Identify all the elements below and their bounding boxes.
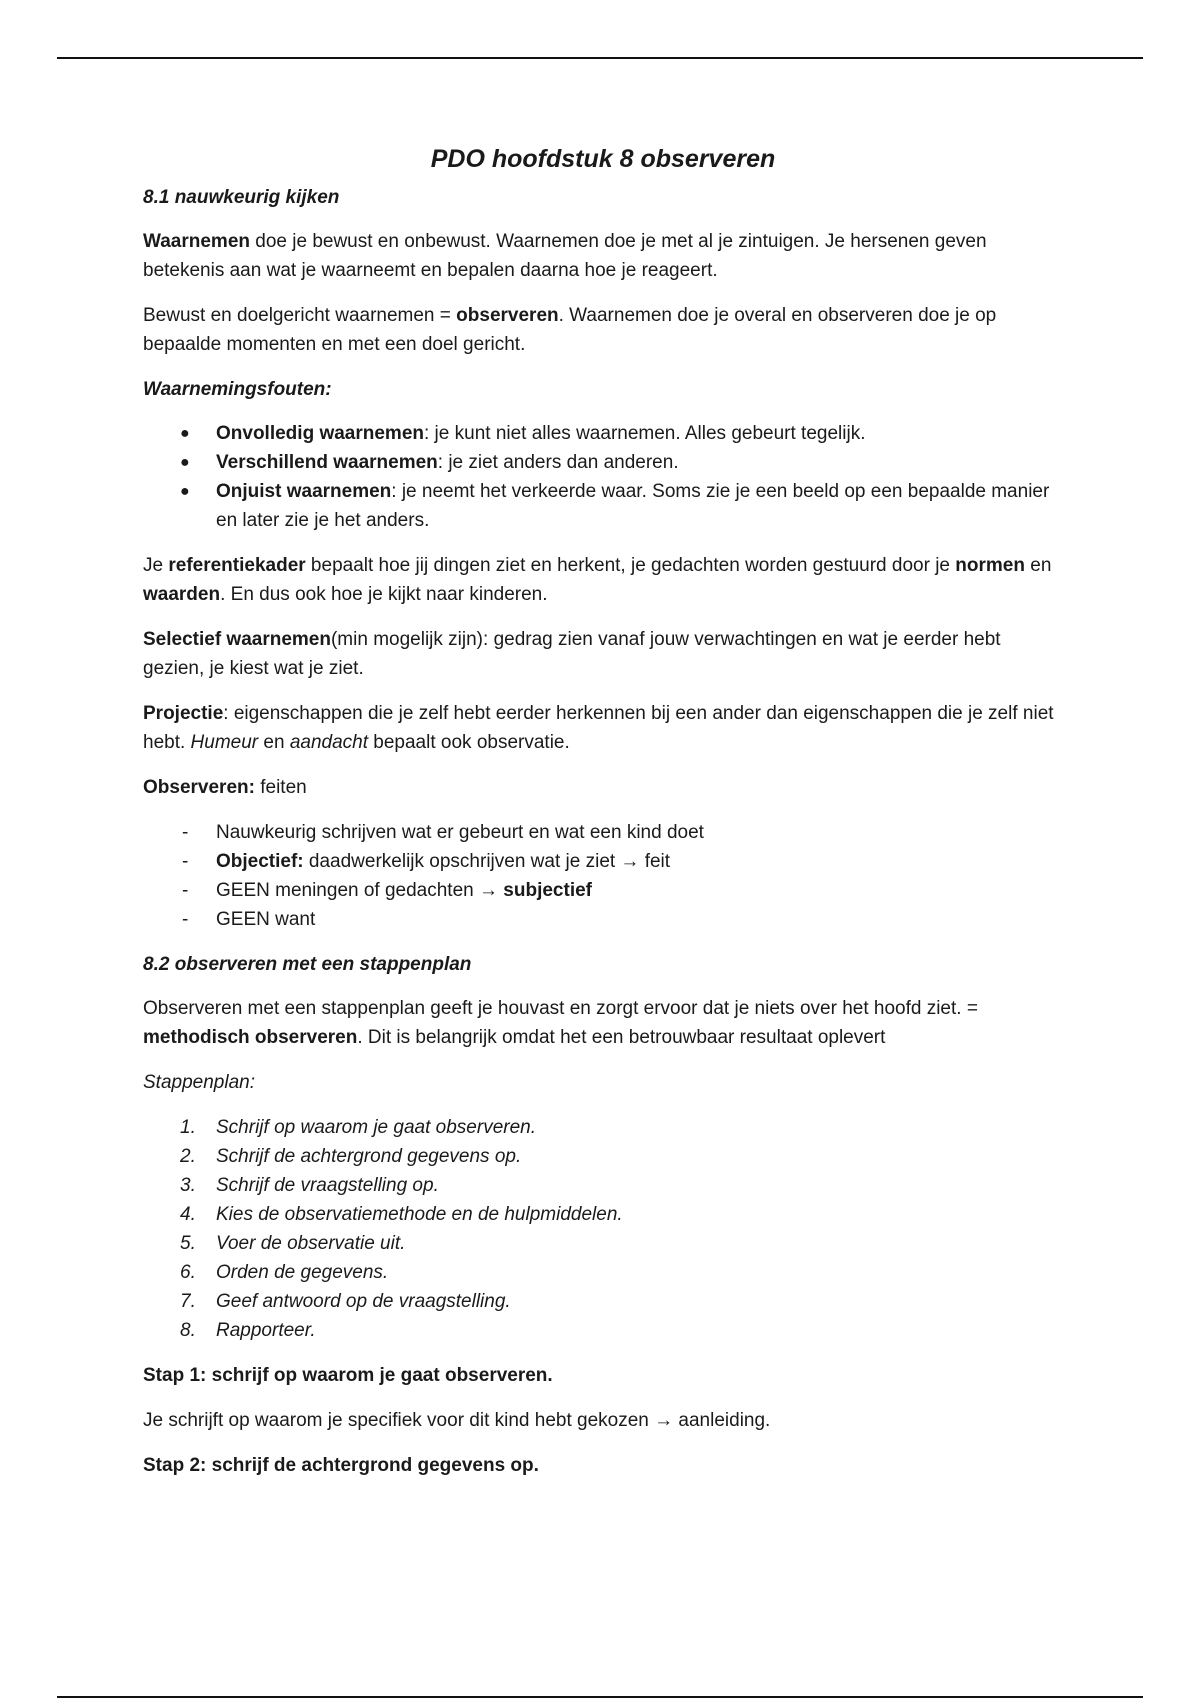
list-item: - GEEN meningen of gedachten → subjectief bbox=[143, 876, 1063, 905]
list-item: 6. Orden de gegevens. bbox=[180, 1262, 389, 1283]
paragraph-observeren: Bewust en doelgericht waarnemen = observeren. Waarnemen doe je overal en observeren doe je op bepaalde momenten en met een doel gericht. bbox=[143, 305, 997, 355]
list-item: ● Onjuist waarnemen: je neemt het verkeerde waar. Soms zie je een beeld op een bepaalde manier en later zie je het anders. bbox=[143, 477, 1063, 535]
list-item: - Nauwkeurig schrijven wat er gebeurt en wat een kind doet bbox=[143, 818, 1063, 847]
stap2-heading: Stap 2: schrijf de achtergrond gegevens op. bbox=[143, 1455, 539, 1476]
paragraph-waarnemen: Waarnemen doe je bewust en onbewust. Waarnemen doe je met al je zintuigen. Je hersenen geven betekenis aan wat je waarneemt en bepalen daarna hoe je reageert. bbox=[143, 231, 987, 281]
list-item: 2. Schrijf de achtergrond gegevens op. bbox=[180, 1146, 522, 1167]
list-item: 3. Schrijf de vraagstelling op. bbox=[180, 1175, 439, 1196]
list-item: 8. Rapporteer. bbox=[180, 1320, 316, 1341]
stappenplan-list bbox=[143, 1113, 1063, 1345]
list-item: ● Onvolledig waarnemen: je kunt niet alles waarnemen. Alles gebeurt tegelijk. bbox=[143, 419, 1063, 448]
bullet-marker: ● bbox=[180, 454, 190, 471]
document-title: PDO hoofdstuk 8 observeren bbox=[430, 145, 776, 173]
dash-marker: - bbox=[182, 909, 189, 930]
stap1-heading: Stap 1: schrijf op waarom je gaat observeren. bbox=[143, 1365, 553, 1386]
bottom-rule bbox=[57, 1696, 1143, 1698]
stappenplan-label: Stappenplan: bbox=[143, 1072, 255, 1093]
paragraph-stappenplan-intro: Observeren met een stappenplan geeft je houvast en zorgt ervoor dat je niets over het hoofd ziet. = methodisch observeren. Dit is belangrijk omdat het een betrouwbaar resultaat oplevert bbox=[143, 998, 978, 1048]
observeren-dash-list bbox=[143, 818, 1063, 934]
list-item: 4. Kies de observatiemethode en de hulpmiddelen. bbox=[180, 1204, 623, 1225]
subheading-waarnemingsfouten: Waarnemingsfouten: bbox=[143, 379, 332, 400]
section-heading-8-1: 8.1 nauwkeurig kijken bbox=[143, 187, 340, 208]
section-heading-8-2: 8.2 observeren met een stappenplan bbox=[143, 954, 472, 975]
list-item: 7. Geef antwoord op de vraagstelling. bbox=[180, 1291, 511, 1312]
list-item: ● Verschillend waarnemen: je ziet anders dan anderen. bbox=[143, 448, 1063, 477]
bullet-marker: ● bbox=[180, 483, 190, 500]
document-body bbox=[143, 141, 1063, 1496]
waarnemingsfouten-list bbox=[143, 419, 1063, 535]
stap1-text: Je schrijft op waarom je specifiek voor dit kind hebt gekozen → aanleiding. bbox=[143, 1410, 771, 1431]
paragraph-referentiekader: Je referentiekader bepaalt hoe jij dingen ziet en herkent, je gedachten worden gestuurd door je normen en waarden. En dus ook hoe je kijkt naar kinderen. bbox=[143, 555, 1052, 605]
list-item: - Objectief: daadwerkelijk opschrijven wat je ziet → feit bbox=[143, 847, 1063, 876]
bullet-marker: ● bbox=[180, 425, 190, 442]
paragraph-observeren-feiten: Observeren: feiten bbox=[143, 777, 307, 798]
dash-marker: - bbox=[182, 851, 189, 872]
paragraph-selectief-waarnemen: Selectief waarnemen(min mogelijk zijn): gedrag zien vanaf jouw verwachtingen en wat je eerder hebt gezien, je kiest wat je ziet. bbox=[143, 629, 1001, 679]
term-observeren: observeren bbox=[456, 305, 559, 326]
dash-marker: - bbox=[182, 822, 189, 843]
term-waarnemen: Waarnemen bbox=[143, 231, 250, 252]
top-rule bbox=[57, 57, 1143, 59]
paragraph-projectie: Projectie: eigenschappen die je zelf hebt eerder herkennen bij een ander dan eigenschappen die je zelf niet hebt. Humeur en aandacht bepaalt ook observatie. bbox=[143, 703, 1054, 753]
list-item: 1. Schrijf op waarom je gaat observeren. bbox=[180, 1117, 536, 1138]
list-item: 5. Voer de observatie uit. bbox=[180, 1233, 406, 1254]
list-item: - GEEN want bbox=[143, 905, 1063, 934]
dash-marker: - bbox=[182, 880, 189, 901]
